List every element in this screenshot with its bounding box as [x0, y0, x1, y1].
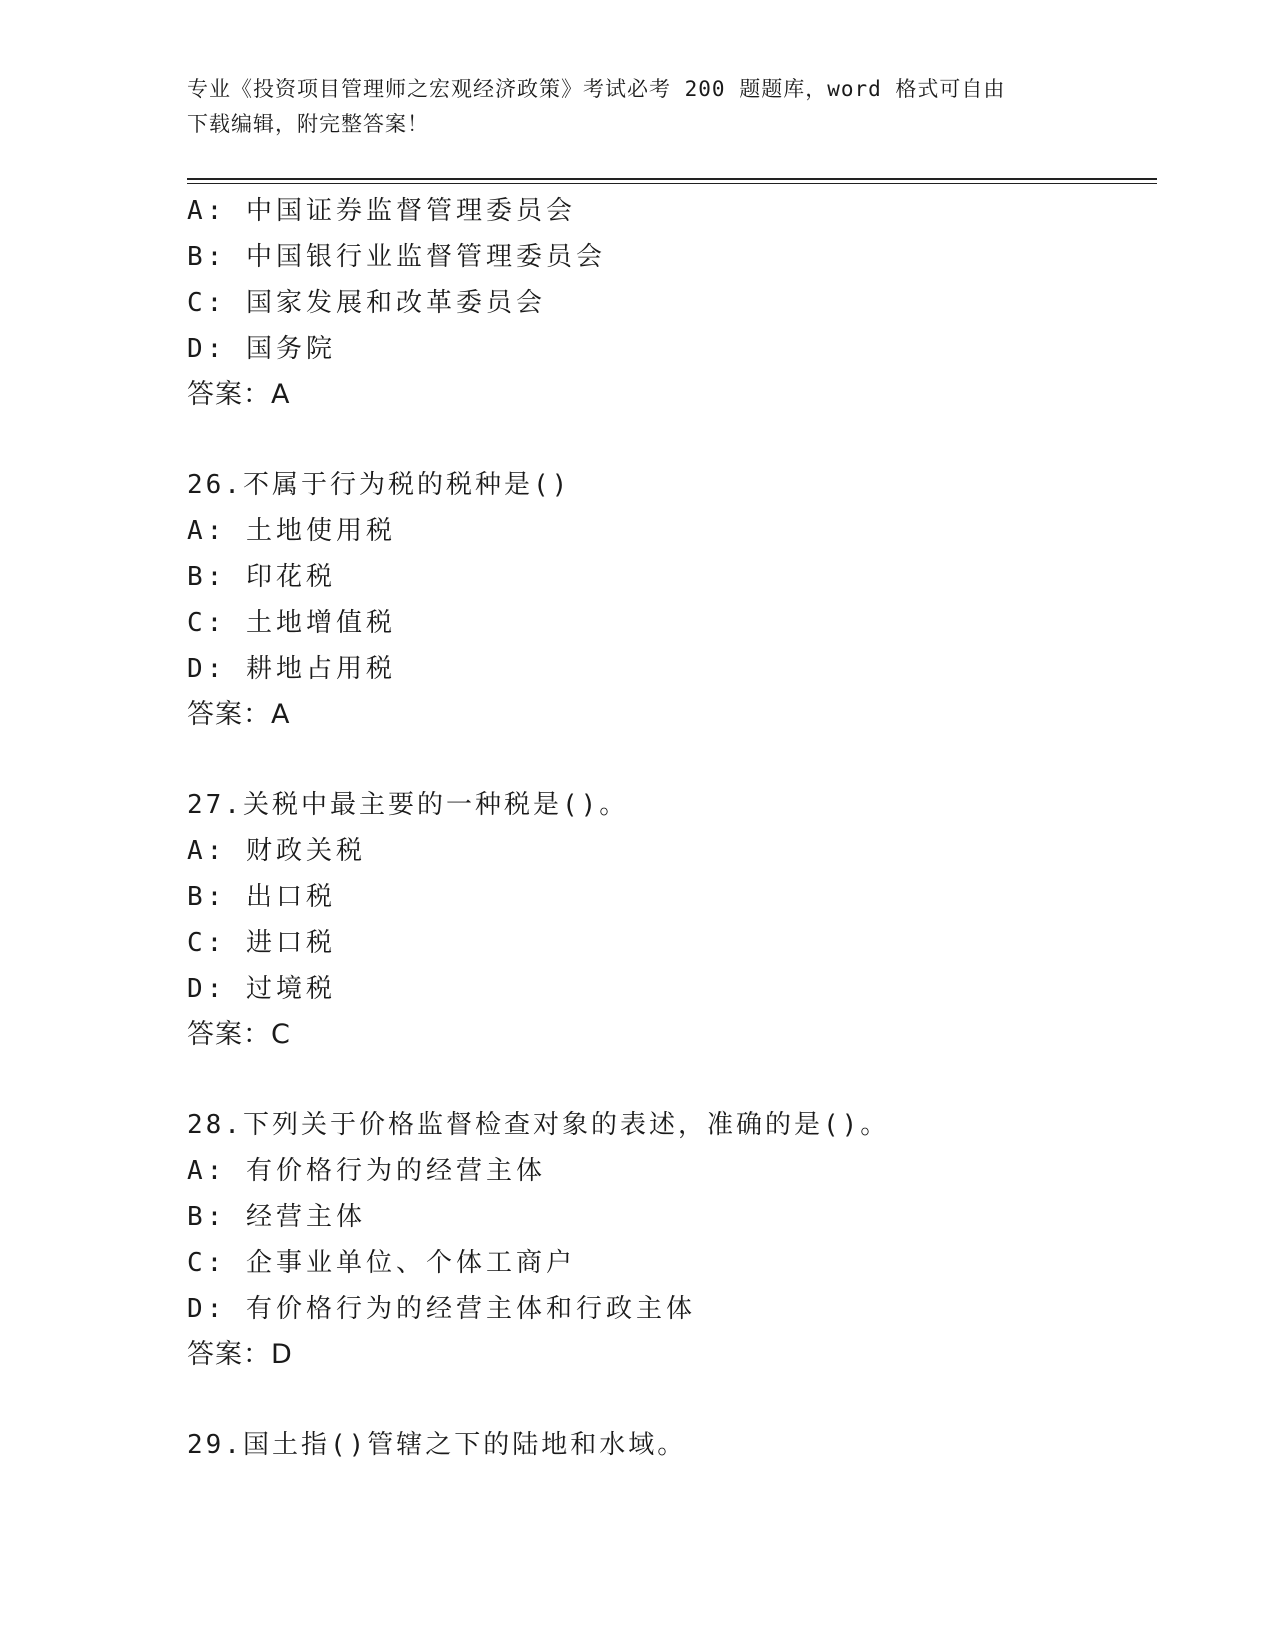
option-c: C: 进口税: [187, 928, 336, 958]
option-b: B: 出口税: [187, 882, 336, 912]
option-c: C: 企事业单位、个体工商户: [187, 1248, 576, 1278]
question-list: [187, 188, 1157, 1468]
option-a: A: 土地使用税: [187, 516, 396, 546]
question-block-28: [187, 1102, 1157, 1378]
option-d: D: 有价格行为的经营主体和行政主体: [187, 1294, 696, 1324]
answer-line: 答案：C: [187, 1019, 291, 1050]
option-a: A: 财政关税: [187, 836, 366, 866]
option-a: A: 中国证券监督管理委员会: [187, 196, 576, 226]
header-divider-thin: [187, 183, 1157, 184]
option-d: D: 国务院: [187, 334, 336, 364]
answer-line: 答案：A: [187, 699, 291, 730]
question-text: 26.不属于行为税的税种是(): [187, 470, 571, 500]
option-b: B: 印花税: [187, 562, 336, 592]
question-text: 28.下列关于价格监督检查对象的表述，准确的是()。: [187, 1110, 890, 1140]
option-d: D: 过境税: [187, 974, 336, 1004]
question-text: 29.国土指()管辖之下的陆地和水域。: [187, 1430, 687, 1460]
header-line-1: 专业《投资项目管理师之宏观经济政策》考试必考 200 题题库，word 格式可自由: [187, 77, 1006, 101]
option-b: B: 经营主体: [187, 1202, 366, 1232]
question-block-27: [187, 782, 1157, 1058]
question-block-29: [187, 1422, 1157, 1468]
document-header: [187, 72, 1087, 142]
question-block-26: [187, 462, 1157, 738]
option-c: C: 国家发展和改革委员会: [187, 288, 546, 318]
header-divider: [187, 178, 1157, 180]
option-b: B: 中国银行业监督管理委员会: [187, 242, 606, 272]
header-line-2: 下载编辑，附完整答案！: [187, 112, 429, 136]
answer-line: 答案：A: [187, 379, 291, 410]
question-text: 27.关税中最主要的一种税是()。: [187, 790, 629, 820]
option-a: A: 有价格行为的经营主体: [187, 1156, 546, 1186]
answer-line: 答案：D: [187, 1339, 293, 1370]
question-block-25: [187, 188, 1157, 418]
option-d: D: 耕地占用税: [187, 654, 396, 684]
option-c: C: 土地增值税: [187, 608, 396, 638]
